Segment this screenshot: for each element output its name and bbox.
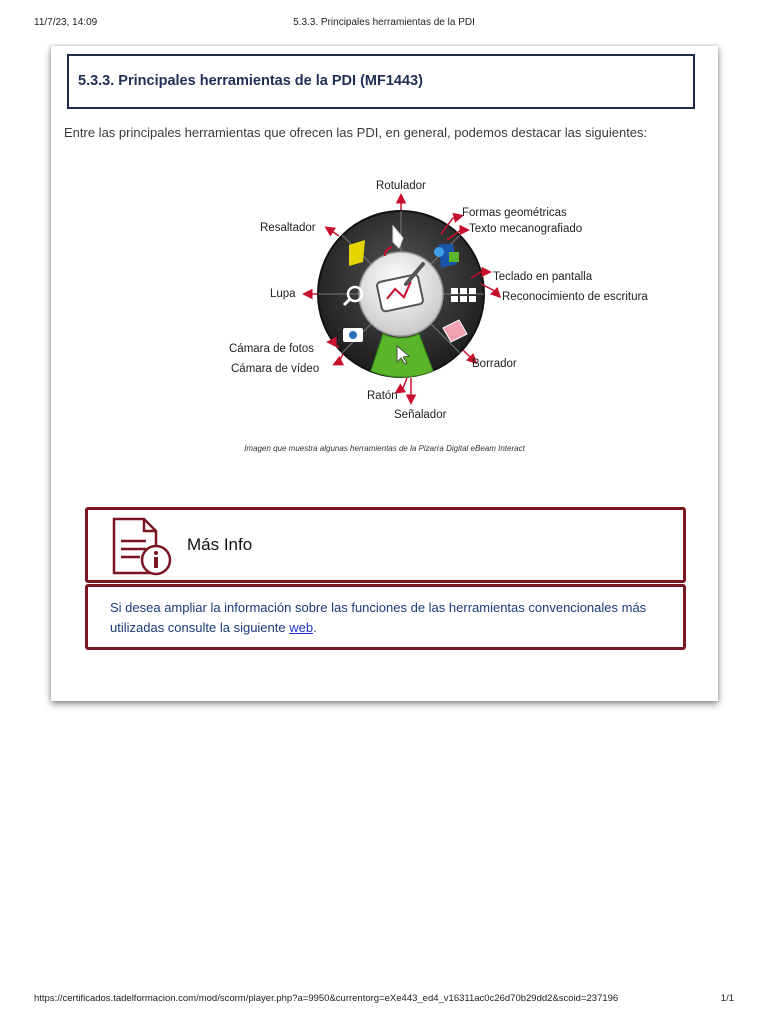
print-page-title: 5.3.3. Principales herramientas de la PDI [293, 17, 475, 28]
label-borrador: Borrador [472, 358, 517, 370]
image-caption: Imagen que muestra algunas herramientas de la Pizarra Digital eBeam Interact [244, 444, 525, 453]
print-footer [0, 993, 768, 1007]
mas-info-body [85, 584, 686, 650]
print-url: https://certificados.tadelformacion.com/mod/scorm/player.php?a=9950&currentorg=eXe443_ed4_v16311ac0c26d70b29dd2&scoid=237196 [34, 993, 619, 1004]
label-teclado: Teclado en pantalla [493, 271, 593, 283]
print-datetime: 11/7/23, 14:09 [34, 17, 98, 28]
label-senalador: Señalador [394, 409, 447, 421]
mas-info-text-after: . [313, 620, 317, 635]
mas-info-text [110, 598, 670, 638]
label-texto: Texto mecanografiado [469, 223, 583, 235]
mas-info-header [85, 507, 686, 583]
web-link[interactable]: web [289, 620, 314, 635]
mas-info-text-before: Si desea ampliar la información sobre las funciones de las herramientas convencionales más utilizadas consulte la siguiente [110, 600, 647, 635]
pdi-tools-diagram [171, 166, 648, 421]
print-page-number: 1/1 [720, 993, 734, 1004]
content-card [51, 46, 718, 701]
label-resaltador: Resaltador [260, 222, 316, 234]
label-formas: Formas geométricas [462, 207, 567, 219]
tool-wheel [318, 211, 484, 377]
heading-box [67, 54, 695, 109]
label-lupa: Lupa [270, 288, 296, 300]
page-heading: 5.3.3. Principales herramientas de la PDI (MF1443) [78, 73, 423, 89]
label-reconocimiento: Reconocimiento de escritura [502, 291, 648, 303]
document-info-icon [110, 517, 174, 577]
label-camara-video: Cámara de vídeo [231, 363, 320, 375]
intro-text: Entre las principales herramientas que ofrecen las PDI, en general, podemos destacar las siguientes: [64, 125, 648, 140]
label-camara-fotos: Cámara de fotos [229, 343, 315, 355]
print-header [0, 17, 768, 31]
label-rotulador: Rotulador [376, 180, 426, 192]
label-raton: Ratón [367, 390, 398, 402]
mas-info-title: Más Info [187, 535, 253, 554]
